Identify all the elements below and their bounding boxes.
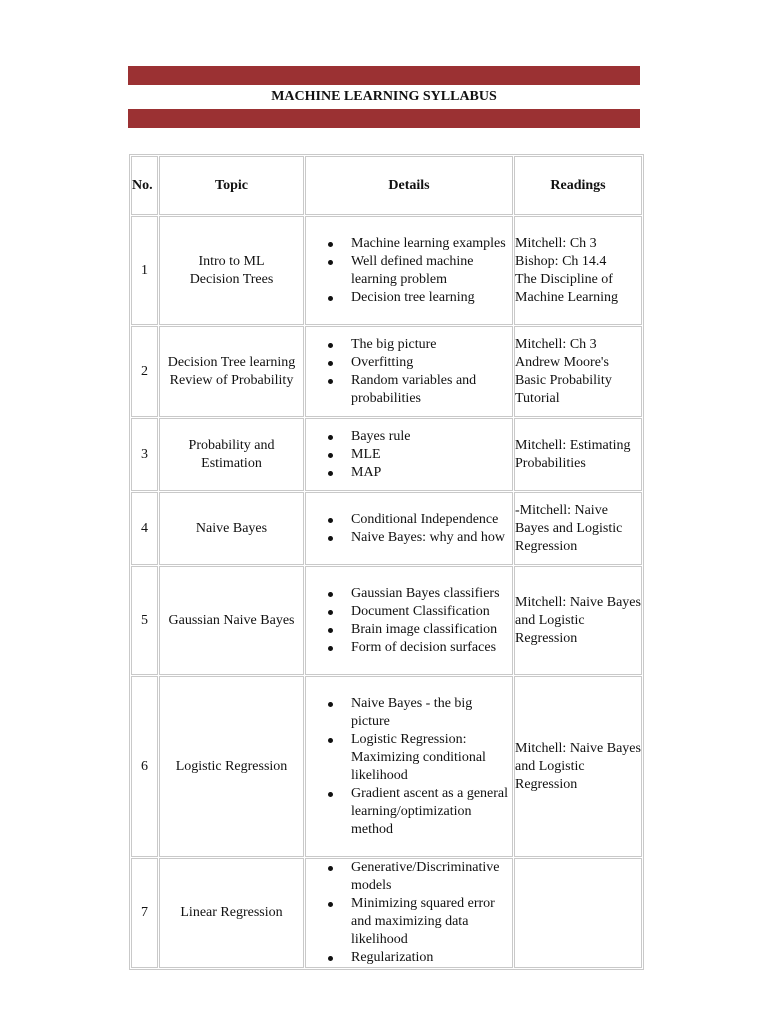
table-header-row: [131, 156, 642, 215]
header-band-top: [128, 66, 640, 85]
row-topic: [159, 492, 304, 565]
details-list: [306, 336, 512, 408]
row-number: 4: [131, 492, 158, 565]
reading-line: The Discipline of Machine Learning: [515, 271, 619, 305]
details-item: MLE: [351, 446, 512, 464]
page-title: MACHINE LEARNING SYLLABUS: [271, 89, 497, 104]
topic-line: Review of Probability: [169, 372, 294, 388]
topic-line: Probability and Estimation: [188, 437, 275, 471]
details-list: [306, 511, 512, 547]
reading-line: Mitchell: Naive Bayes and Logistic Regression: [515, 740, 641, 792]
row-number: 7: [131, 858, 158, 968]
details-item: Document Classification: [351, 603, 512, 621]
details-item: Form of decision surfaces: [351, 639, 512, 657]
details-item: Naive Bayes: why and how: [351, 529, 512, 547]
details-item: Conditional Independence: [351, 511, 512, 529]
header-topic: Topic: [159, 156, 304, 215]
row-topic: [159, 676, 304, 857]
reading-line: Mitchell: Naive Bayes and Logistic Regression: [515, 594, 641, 646]
row-number: 6: [131, 676, 158, 857]
details-item: Brain image classification: [351, 621, 512, 639]
topic-line: Gaussian Naive Bayes: [168, 612, 295, 628]
header-no: No.: [131, 156, 158, 215]
details-item: The big picture: [351, 336, 512, 354]
row-number: 2: [131, 326, 158, 417]
header-band-bottom: [128, 109, 640, 128]
table-row: [131, 566, 642, 675]
details-list: [306, 428, 512, 482]
row-details: [305, 418, 513, 491]
table-row: [131, 326, 642, 417]
details-list: [306, 859, 512, 967]
reading-line: Mitchell: Ch 3: [515, 336, 597, 352]
details-list: [306, 235, 512, 307]
details-item: Random variables and probabilities: [351, 372, 512, 408]
details-item: Decision tree learning: [351, 289, 512, 307]
row-readings: [514, 676, 642, 857]
details-item: Minimizing squared error and maximizing data likelihood: [351, 895, 512, 949]
row-topic: [159, 326, 304, 417]
row-readings: [514, 492, 642, 565]
row-readings: [514, 418, 642, 491]
row-number: 3: [131, 418, 158, 491]
reading-line: Andrew Moore's Basic Probability Tutorial: [515, 354, 612, 406]
reading-line: Bishop: Ch 14.4: [515, 253, 607, 269]
row-readings: [514, 216, 642, 325]
syllabus-table: [129, 154, 644, 970]
details-item: Well defined machine learning problem: [351, 253, 512, 289]
details-item: Bayes rule: [351, 428, 512, 446]
row-readings: [514, 326, 642, 417]
reading-line: Mitchell: Estimating Probabilities: [515, 437, 631, 471]
details-item: Logistic Regression: Maximizing conditional likelihood: [351, 731, 512, 785]
row-readings: [514, 566, 642, 675]
details-item: Gradient ascent as a general learning/optimization method: [351, 785, 512, 839]
topic-line: Logistic Regression: [175, 758, 288, 774]
topic-line: Linear Regression: [180, 905, 283, 920]
row-readings: [514, 858, 642, 968]
row-details: [305, 676, 513, 857]
topic-line: Intro to ML: [198, 253, 265, 269]
row-details: [305, 492, 513, 565]
details-item: MAP: [351, 464, 512, 482]
details-item: Regularization: [351, 949, 512, 967]
row-details: [305, 216, 513, 325]
row-topic: [159, 566, 304, 675]
table-row: [131, 492, 642, 565]
table-row: [131, 418, 642, 491]
row-number: 5: [131, 566, 158, 675]
details-item: Generative/Discriminative models: [351, 859, 512, 895]
table-row: [131, 216, 642, 325]
header-readings: Readings: [514, 156, 642, 215]
details-item: Overfitting: [351, 354, 512, 372]
row-details: [305, 326, 513, 417]
topic-line: Decision Trees: [189, 271, 274, 287]
details-item: Machine learning examples: [351, 235, 512, 253]
row-topic: [159, 418, 304, 491]
details-list: [306, 695, 512, 839]
row-number: 1: [131, 216, 158, 325]
row-details: [305, 566, 513, 675]
row-details: [305, 858, 513, 968]
row-topic: [159, 858, 304, 968]
table-row: [131, 676, 642, 857]
details-item: Gaussian Bayes classifiers: [351, 585, 512, 603]
details-item: Naive Bayes - the big picture: [351, 695, 512, 731]
reading-line: Mitchell: Ch 3: [515, 235, 597, 251]
reading-line: -Mitchell: Naive Bayes and Logistic Regression: [515, 502, 623, 554]
row-topic: [159, 216, 304, 325]
header-details: Details: [305, 156, 513, 215]
table-row: [131, 858, 642, 968]
topic-line: Decision Tree learning: [167, 354, 296, 370]
details-list: [306, 585, 512, 657]
topic-line: Naive Bayes: [195, 520, 268, 536]
